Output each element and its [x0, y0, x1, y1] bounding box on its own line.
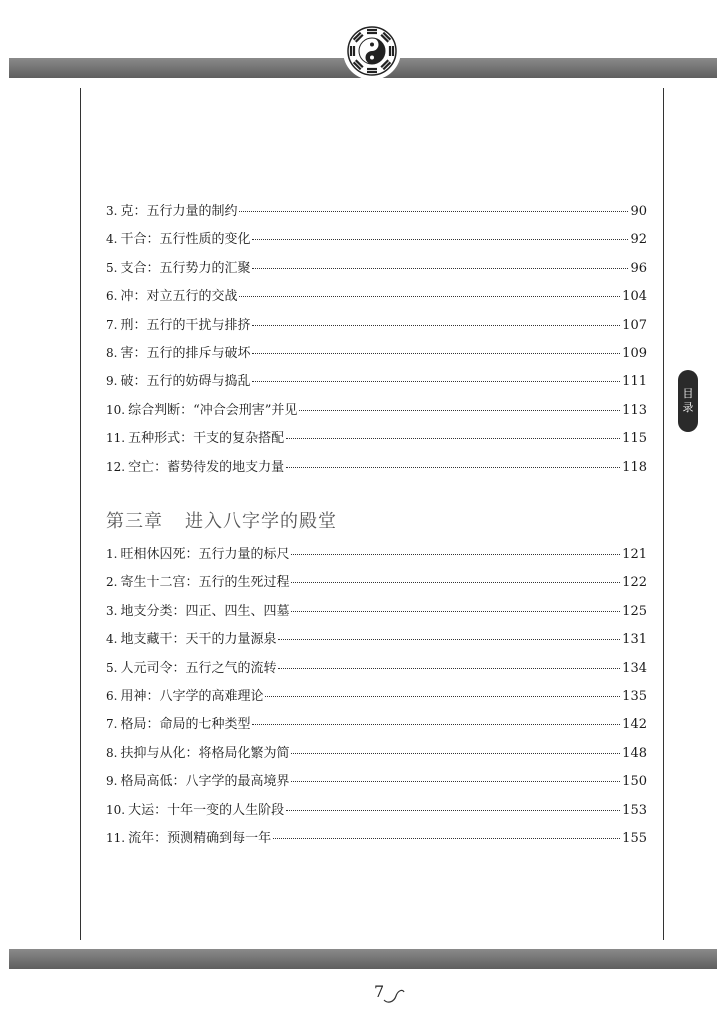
toc-entry[interactable]	[106, 314, 647, 342]
dot-leader	[278, 639, 620, 640]
footer-band	[9, 949, 717, 969]
entry-page: 115	[622, 431, 647, 447]
entry-number: 10.	[106, 802, 126, 817]
entry-page: 92	[630, 232, 647, 248]
entry-title: 地支分类：四正、四生、四墓	[120, 603, 290, 619]
entry-title: 冲：对立五行的交战	[120, 289, 238, 305]
toc-entry[interactable]	[106, 456, 647, 484]
side-tab-char-1: 目	[682, 387, 694, 400]
entry-number: 5.	[106, 260, 118, 275]
dot-leader	[291, 554, 620, 555]
toc-entry[interactable]	[106, 628, 647, 656]
dot-leader	[286, 810, 620, 811]
dot-leader	[252, 353, 620, 354]
dot-leader	[252, 325, 620, 326]
dot-leader	[273, 838, 620, 839]
dot-leader	[265, 696, 620, 697]
entry-number: 5.	[106, 660, 118, 675]
toc-entry[interactable]	[106, 257, 647, 285]
right-margin-rule	[663, 88, 664, 940]
toc-entry[interactable]	[106, 657, 647, 685]
entry-number: 8.	[106, 745, 118, 760]
toc-entry[interactable]	[106, 228, 647, 256]
entry-title: 干合：五行性质的变化	[120, 232, 251, 248]
entry-number: 9.	[106, 374, 118, 389]
entry-title: 地支藏干：天干的力量源泉	[120, 632, 277, 648]
entry-number: 7.	[106, 317, 118, 332]
entry-number: 6.	[106, 289, 118, 304]
entry-number: 6.	[106, 688, 118, 703]
entry-page: 113	[622, 402, 647, 418]
entry-number: 12.	[106, 459, 126, 474]
dot-leader	[278, 668, 620, 669]
taiji-emblem	[343, 22, 401, 80]
entry-page: 135	[622, 688, 647, 704]
entry-number: 7.	[106, 717, 118, 732]
entry-title: 格局：命局的七种类型	[120, 717, 251, 733]
entry-page: 122	[622, 575, 647, 591]
entry-title: 寄生十二宫：五行的生死过程	[120, 575, 290, 591]
entry-page: 131	[622, 632, 647, 648]
entry-title: 格局高低：八字学的最高境界	[120, 774, 290, 790]
entry-number: 1.	[106, 547, 118, 561]
entry-page: 153	[622, 802, 647, 818]
entry-number: 11.	[106, 830, 126, 845]
chapter-title: 进入八字学的殿堂	[185, 511, 337, 532]
toc-entry[interactable]	[106, 827, 647, 855]
entry-title: 用神：八字学的高难理论	[120, 688, 264, 704]
toc-entry[interactable]	[106, 571, 647, 599]
entry-page: 104	[622, 289, 647, 305]
entry-title: 支合：五行势力的汇聚	[120, 260, 251, 276]
entry-title: 刑：五行的干扰与排挤	[120, 317, 251, 333]
dot-leader	[252, 724, 620, 725]
toc-entry[interactable]	[106, 600, 647, 628]
toc-entry[interactable]	[106, 285, 647, 313]
entry-title: 五种形式：干支的复杂搭配	[128, 431, 285, 447]
swash-ornament-icon	[382, 986, 406, 1004]
entry-title: 旺相休囚死：五行力量的标尺	[120, 547, 290, 562]
entry-title: 大运：十年一变的人生阶段	[128, 802, 285, 818]
dot-leader	[299, 410, 620, 411]
entry-title: 害：五行的排斥与破坏	[120, 345, 251, 361]
toc-entry[interactable]	[106, 342, 647, 370]
toc-entry[interactable]	[106, 200, 647, 228]
page-number	[374, 982, 384, 1001]
entry-number: 8.	[106, 345, 118, 360]
dot-leader	[291, 781, 620, 782]
side-tab-char-2: 录	[682, 401, 694, 414]
entry-number: 2.	[106, 575, 118, 590]
entry-number: 3.	[106, 204, 118, 218]
entry-page: 90	[630, 204, 647, 219]
entry-number: 4.	[106, 232, 118, 247]
entry-page: 109	[622, 345, 647, 361]
entry-title: 空亡：蓄势待发的地支力量	[128, 459, 285, 475]
entry-page: 142	[622, 717, 647, 733]
entry-title: 综合判断：“冲合会刑害”并见	[128, 402, 298, 418]
dot-leader	[239, 211, 628, 212]
entry-page: 96	[630, 260, 647, 276]
entry-number: 4.	[106, 632, 118, 647]
entry-page: 155	[622, 830, 647, 846]
entry-number: 3.	[106, 603, 118, 618]
left-margin-rule	[80, 88, 81, 940]
toc-chapter-3	[106, 543, 647, 855]
toc-section-previous	[106, 200, 647, 484]
entry-page: 125	[622, 603, 647, 619]
chapter-label: 第三章	[106, 511, 163, 532]
toc-entry[interactable]	[106, 742, 647, 770]
entry-number: 11.	[106, 431, 126, 446]
toc-entry[interactable]	[106, 799, 647, 827]
dot-leader	[286, 438, 620, 439]
dot-leader	[239, 296, 620, 297]
entry-page: 134	[622, 660, 647, 676]
dot-leader	[291, 753, 620, 754]
toc-entry[interactable]	[106, 399, 647, 427]
dot-leader	[252, 381, 620, 382]
toc-entry[interactable]	[106, 543, 647, 571]
entry-title: 扶抑与从化：将格局化繁为简	[120, 745, 290, 761]
entry-title: 人元司令：五行之气的流转	[120, 660, 277, 676]
toc-entry[interactable]	[106, 770, 647, 798]
dot-leader	[291, 582, 620, 583]
dot-leader	[252, 268, 628, 269]
dot-leader	[291, 611, 620, 612]
toc-entry[interactable]	[106, 427, 647, 455]
toc-side-tab	[678, 370, 698, 432]
toc-entry[interactable]	[106, 713, 647, 741]
entry-page: 148	[622, 745, 647, 761]
toc-entry[interactable]	[106, 685, 647, 713]
page-number-text: 7	[374, 982, 385, 1001]
entry-page: 118	[622, 459, 647, 475]
entry-page: 150	[622, 774, 647, 790]
dot-leader	[286, 467, 620, 468]
dot-leader	[252, 239, 628, 240]
entry-page: 121	[622, 547, 647, 562]
entry-page: 111	[622, 374, 647, 390]
entry-number: 9.	[106, 774, 118, 789]
toc-entry[interactable]	[106, 370, 647, 398]
entry-title: 破：五行的妨碍与捣乱	[120, 374, 251, 390]
chapter-heading	[106, 507, 337, 533]
entry-title: 流年：预测精确到每一年	[128, 830, 272, 846]
taiji-icon	[347, 26, 397, 76]
entry-number: 10.	[106, 402, 126, 417]
entry-page: 107	[622, 317, 647, 333]
entry-title: 克：五行力量的制约	[120, 204, 238, 219]
